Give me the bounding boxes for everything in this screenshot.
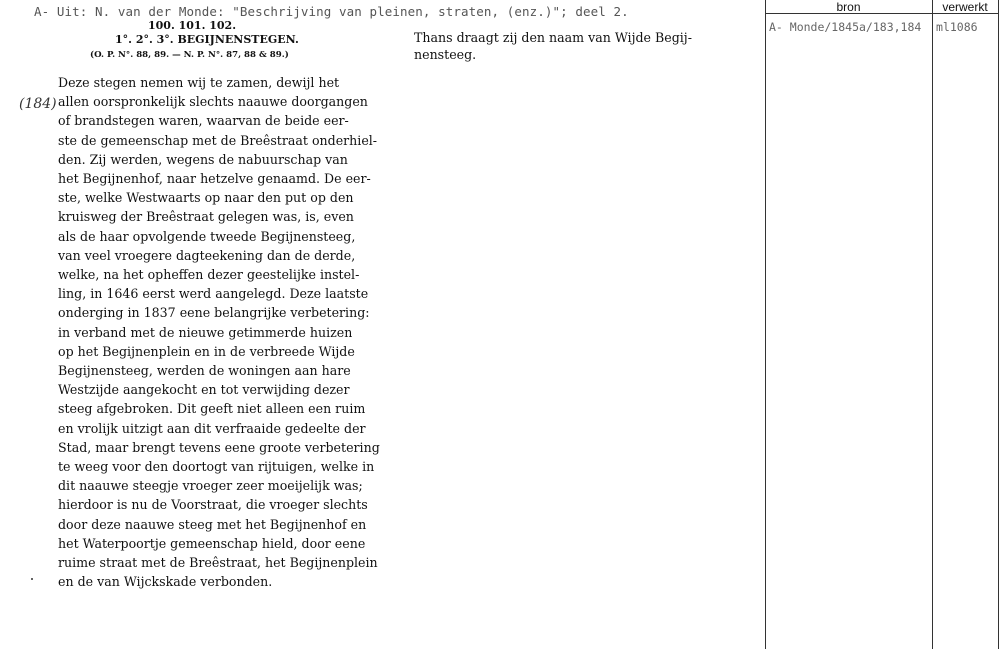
body-line: op het Begijnenplein en in de verbreede Wijde bbox=[58, 343, 355, 359]
header-verwerkt: verwerkt bbox=[942, 0, 988, 14]
body-line: ling, in 1646 eerst werd aangelegd. Deze laatste bbox=[58, 286, 369, 302]
cell-verwerkt: ml1086 bbox=[936, 20, 978, 34]
table-border-left bbox=[765, 0, 766, 649]
body-line: het Waterpoortje gemeenschap hield, door eene bbox=[58, 535, 366, 551]
article-continuation bbox=[414, 29, 692, 63]
stray-dot bbox=[31, 578, 33, 580]
header-bron: bron bbox=[836, 0, 861, 14]
continuation-line: Thans draagt zij den naam van Wijde Begij- bbox=[414, 30, 692, 45]
cell-bron: A- Monde/1845a/183,184 bbox=[769, 20, 922, 34]
body-line: ste de gemeenschap met de Breêstraat onderhiel- bbox=[58, 132, 378, 148]
body-line: kruisweg der Breêstraat gelegen was, is, even bbox=[58, 209, 354, 225]
body-line: den. Zij werden, wegens de nabuurschap van bbox=[58, 151, 348, 167]
table-border-right bbox=[998, 0, 999, 649]
body-line: Deze stegen nemen wij te zamen, dewijl het bbox=[58, 75, 340, 90]
body-line: onderging in 1837 eene belangrijke verbetering: bbox=[58, 305, 370, 321]
body-line: en vrolijk uitzigt aan dit verfraaide gedeelte der bbox=[58, 420, 366, 436]
body-line: of brandstegen waren, waarvan de beide eer- bbox=[58, 113, 349, 129]
body-line: dit naauwe steegje vroeger zeer moeijelijk was; bbox=[58, 478, 363, 494]
body-line: door deze naauwe steeg met het Begijnenhof en bbox=[58, 516, 367, 532]
body-line: van veel vroegere dagteekening dan de derde, bbox=[58, 247, 356, 263]
body-line: te weeg voor den doortogt van rijtuigen, welke in bbox=[58, 459, 375, 475]
article-title: 1°. 2°. 3°. BEGIJNENSTEGEN. bbox=[115, 33, 299, 46]
margin-page-note: (184) bbox=[19, 96, 57, 112]
source-header: A- Uit: N. van der Monde: "Beschrijving van pleinen, straten, (enz.)"; deel 2. bbox=[34, 4, 629, 19]
table-divider bbox=[932, 0, 933, 649]
body-line: als de haar opvolgende tweede Begijnensteeg, bbox=[58, 228, 356, 244]
article-body bbox=[58, 73, 380, 591]
body-line: Begijnensteeg, werden de woningen aan hare bbox=[58, 363, 351, 379]
body-line: en de van Wijckskade verbonden. bbox=[58, 574, 273, 590]
article-numbers: 100. 101. 102. bbox=[148, 19, 237, 32]
metadata-table bbox=[765, 0, 999, 649]
body-line: steeg afgebroken. Dit geeft niet alleen een ruim bbox=[58, 401, 366, 417]
body-line: hierdoor is nu de Voorstraat, die vroeger slechts bbox=[58, 497, 368, 513]
article-reference: (O. P. N°. 88, 89. — N. P. N°. 87, 88 & 89.) bbox=[90, 50, 289, 60]
body-line: ste, welke Westwaarts op naar den put op den bbox=[58, 190, 354, 206]
continuation-line: nensteeg. bbox=[414, 47, 477, 62]
body-line: in verband met de nieuwe getimmerde huizen bbox=[58, 324, 353, 340]
body-line: welke, na het opheffen dezer geestelijke instel- bbox=[58, 267, 360, 283]
body-line: ruime straat met de Breêstraat, het Begijnenplein bbox=[58, 555, 378, 571]
body-line: Westzijde aangekocht en tot verwijding dezer bbox=[58, 382, 350, 398]
body-line: allen oorspronkelijk slechts naauwe doorgangen bbox=[58, 94, 368, 110]
body-line: het Begijnenhof, naar hetzelve genaamd. De eer- bbox=[58, 171, 371, 187]
body-line: Stad, maar brengt tevens eene groote verbetering bbox=[58, 439, 380, 455]
